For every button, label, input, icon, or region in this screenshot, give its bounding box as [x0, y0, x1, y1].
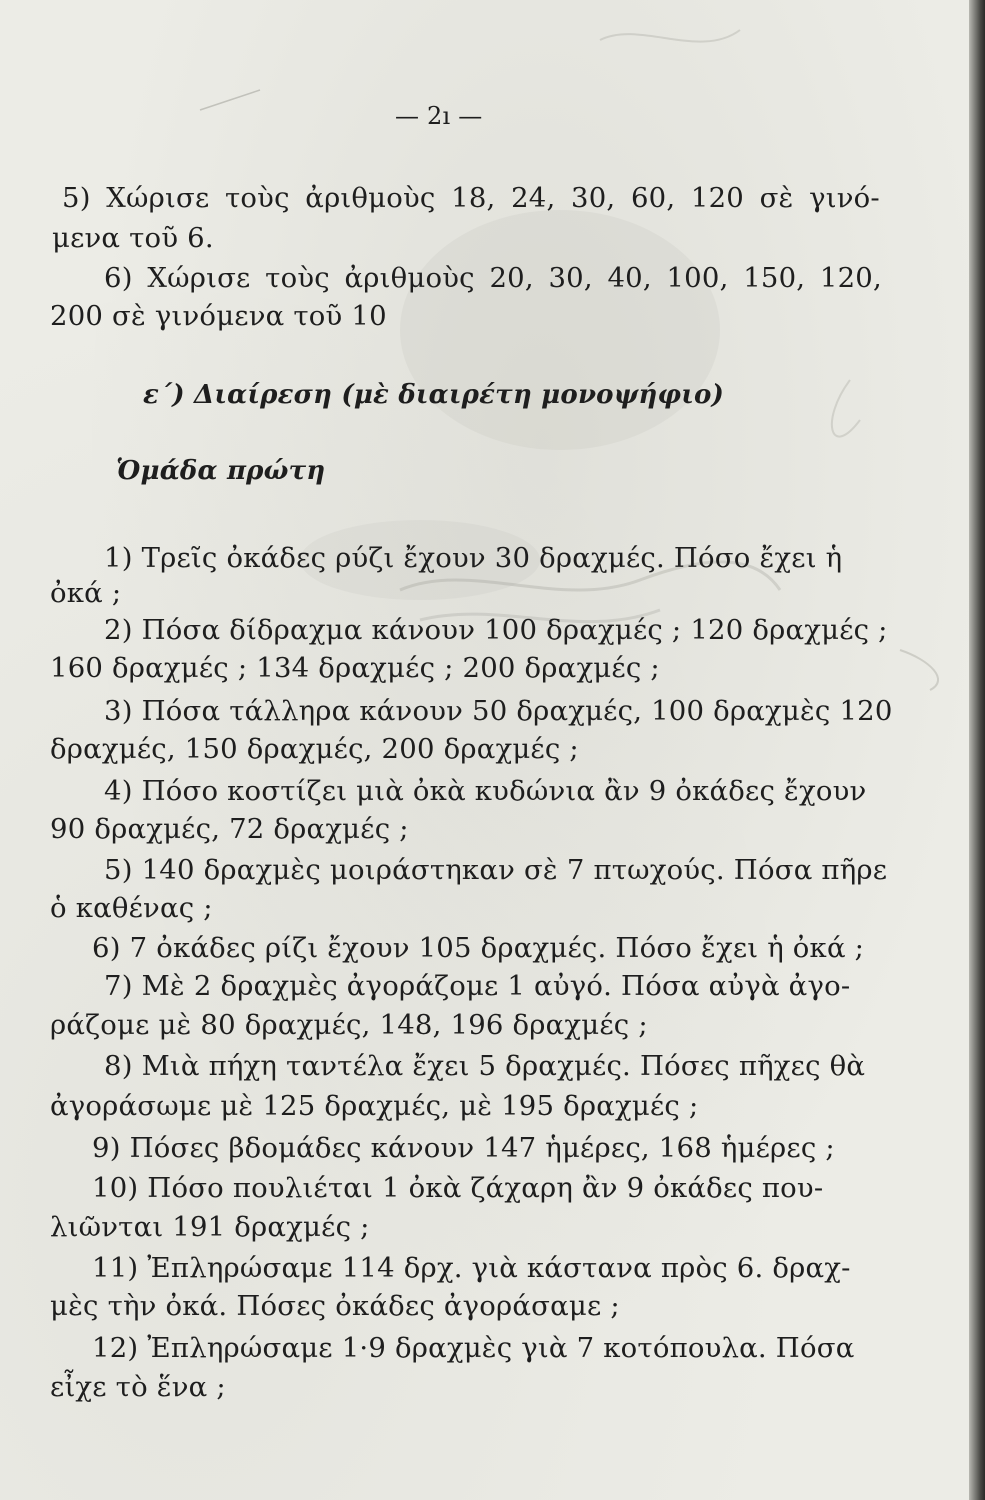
problem-8-line-1: 8) Μιὰ πήχη ταντέλα ἔχει 5 δραχμές. Πόσες πῆχες θὰ — [104, 1050, 866, 1082]
problem-4-line-2: 90 δραχμές, 72 δραχμές ; — [50, 813, 409, 845]
problem-12-line-1: 12) Ἐπληρώσαμε 1·9 δραχμὲς γιὰ 7 κοτόπουλα. Πόσα — [92, 1332, 855, 1364]
problem-2-line-1: 2) Πόσα δίδραχμα κάνουν 100 δραχμές ; 120 δραχμές ; — [104, 614, 888, 646]
problem-5-line-2: ὁ καθένας ; — [50, 892, 213, 924]
problem-1-line-2: ὀκά ; — [50, 577, 122, 609]
problem-6-line-1: 6) 7 ὀκάδες ρίζι ἔχουν 105 δραχμές. Πόσο ἔχει ἡ ὀκά ; — [92, 932, 865, 964]
problem-10-line-1: 10) Πόσο πουλιέται 1 ὀκὰ ζάχαρη ἂν 9 ὀκάδες που- — [92, 1172, 824, 1204]
group-heading: Ὁμάδα πρώτη — [116, 456, 326, 486]
problem-9-line-1: 9) Πόσες βδομάδες κάνουν 147 ἡμέρες, 168 ἡμέρες ; — [92, 1132, 835, 1164]
problem-5-line-1: 5) 140 δραχμὲς μοιράστηκαν σὲ 7 πτωχούς. Πόσα πῆρε — [104, 854, 888, 886]
exercise-6-line-1: 6) Χώρισε τοὺς ἀριθμοὺς 20, 30, 40, 100, 150, 120, — [104, 262, 882, 294]
problem-10-line-2: λιῶνται 191 δραχμές ; — [50, 1211, 370, 1243]
problem-12-line-2: εἶχε τὸ ἕνα ; — [50, 1371, 226, 1403]
problem-7-line-1: 7) Μὲ 2 δραχμὲς ἀγοράζομε 1 αὐγό. Πόσα αὐγὰ ἀγο- — [104, 970, 851, 1002]
problem-3-line-2: δραχμές, 150 δραχμές, 200 δραχμές ; — [50, 733, 579, 765]
section-heading: ε΄) Διαίρεση (μὲ διαιρέτη μονοψήφιο) — [143, 380, 725, 410]
exercise-6-line-2: 200 σὲ γινόμενα τοῦ 10 — [50, 300, 387, 332]
page-number: — 2ı — — [395, 102, 483, 130]
problem-2-line-2: 160 δραχμές ; 134 δραχμές ; 200 δραχμές ; — [50, 652, 660, 684]
problem-4-line-1: 4) Πόσο κοστίζει μιὰ ὀκὰ κυδώνια ἂν 9 ὀκάδες ἔχουν — [104, 775, 867, 807]
binding-edge — [969, 0, 985, 1500]
problem-7-line-2: ράζομε μὲ 80 δραχμές, 148, 196 δραχμές ; — [50, 1009, 648, 1041]
problem-11-line-2: μὲς τὴν ὀκά. Πόσες ὀκάδες ἀγοράσαμε ; — [50, 1290, 620, 1322]
exercise-5-line-1: 5) Χώρισε τοὺς ἀριθμοὺς 18, 24, 30, 60, 120 σὲ γινό- — [62, 182, 880, 214]
problem-3-line-1: 3) Πόσα τάλληρα κάνουν 50 δραχμές, 100 δραχμὲς 120 — [104, 695, 893, 727]
exercise-5-line-2: μενα τοῦ 6. — [52, 222, 214, 254]
problem-1-line-1: 1) Τρεῖς ὀκάδες ρύζι ἔχουν 30 δραχμές. Πόσο ἔχει ἡ — [104, 542, 843, 574]
problem-11-line-1: 11) Ἐπληρώσαμε 114 δρχ. γιὰ κάστανα πρὸς 6. δραχ- — [92, 1252, 851, 1284]
problem-8-line-2: ἀγοράσωμε μὲ 125 δραχμές, μὲ 195 δραχμές ; — [50, 1090, 699, 1122]
